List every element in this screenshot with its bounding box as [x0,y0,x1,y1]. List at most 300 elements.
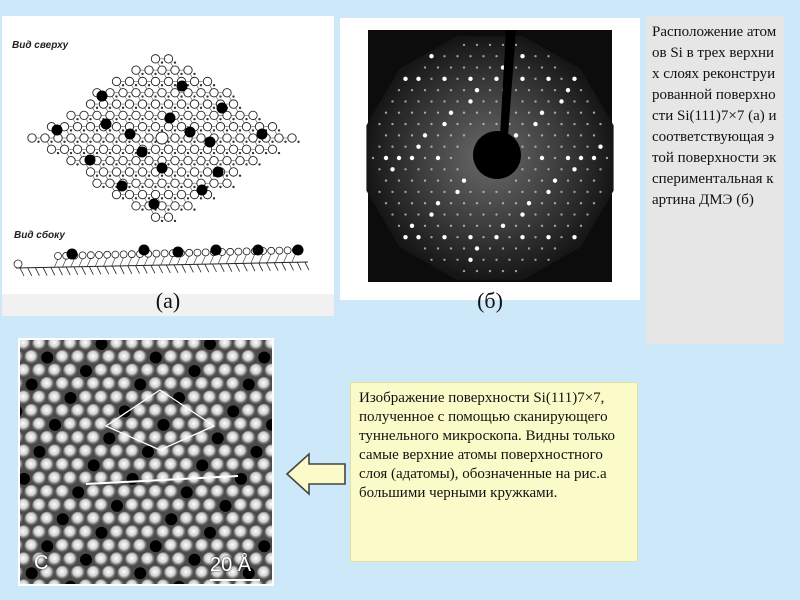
diffraction-spot [429,54,433,58]
stm-adatom [141,498,156,513]
side-bond [267,254,271,263]
bulk-bond [74,267,78,275]
subsurface-atom [141,141,143,143]
adatom [205,137,216,148]
surface-atom [145,179,153,187]
subsurface-atom [148,152,150,154]
stm-adatom [32,390,47,405]
diffraction-spot [489,112,491,114]
surface-atom [164,55,172,63]
subsurface-atom [174,61,176,63]
stm-adatom [210,485,225,500]
stm-adatom [141,363,156,378]
stm-adatom [125,498,140,513]
surface-atom [171,156,179,164]
left-arrow-icon [285,452,347,496]
stm-adatom [203,444,218,459]
diffraction-spot [580,89,582,91]
stm-adatom [218,390,233,405]
stm-adatom [55,431,70,446]
stm-adatom [125,552,140,567]
stm-adatom [164,377,179,392]
diffraction-spot [586,100,588,102]
diffraction-spot [528,112,530,114]
stm-adatom [48,552,63,567]
surface-atom [177,100,185,108]
corner-hole [57,513,69,525]
diffraction-spot [424,157,426,159]
surface-atom [255,145,263,153]
bulk-bond [151,265,155,273]
subsurface-atom [200,107,202,109]
stm-adatom [241,485,256,500]
subsurface-atom [128,163,130,165]
stm-adatom [86,485,101,500]
diffraction-spot [560,78,562,80]
diffraction-spot [378,145,380,147]
stm-adatom [141,525,156,540]
stm-adatom [40,431,55,446]
stm-adatom [210,377,225,392]
subsurface-atom [265,152,267,154]
stm-adatom [71,539,86,554]
diffraction-spot [515,202,517,204]
surface-atom [93,134,101,142]
diffraction-spot [554,247,556,249]
subsurface-atom [122,152,124,154]
stm-adatom [102,485,117,500]
surface-atom [138,77,146,85]
subsurface-atom [167,95,169,97]
bulk-bond [143,265,147,273]
stm-adatom [48,525,63,540]
stm-adatom [133,350,148,365]
diffraction-spot [443,259,445,261]
diffraction-spot [437,247,439,249]
stm-adatom [48,498,63,513]
stm-adatom [40,404,55,419]
surface-atom [249,111,257,119]
bulk-bond [28,268,32,276]
subsurface-atom [174,84,176,86]
subsurface-atom [258,118,260,120]
surface-atom [229,100,237,108]
diffraction-spot [534,100,536,102]
subsurface-atom [96,152,98,154]
stm-adatom [164,458,179,473]
surface-atom [236,111,244,119]
subsurface-atom [200,84,202,86]
side-atom [120,251,127,258]
diffraction-spot [515,89,517,91]
side-atom [87,252,94,259]
side-bond [161,256,165,265]
subsurface-atom [180,95,182,97]
diffraction-spot [430,78,432,80]
diffraction-spot [541,66,543,68]
surface-atom [138,122,146,130]
surface-atom [171,134,179,142]
stm-adatom [218,525,233,540]
leed-diffraction-pattern [340,18,640,286]
bulk-bond [274,263,278,271]
subsurface-atom [161,61,163,63]
diffraction-spot [553,178,557,182]
diffraction-spot [567,179,569,181]
diffraction-spot [443,55,445,57]
subsurface-atom [148,197,150,199]
subsurface-atom [148,107,150,109]
side-bond [202,255,206,264]
subsurface-atom [154,118,156,120]
surface-atom [112,100,120,108]
diffraction-spot [573,145,575,147]
subsurface-atom [232,163,234,165]
stm-adatom [32,363,47,378]
surface-atom [67,111,75,119]
diffraction-spot [429,212,433,216]
subsurface-atom [180,118,182,120]
subsurface-atom [102,141,104,143]
stm-adatom [249,471,264,486]
surface-atom [216,122,224,130]
diffraction-spot [468,99,472,103]
diffraction-spot [528,134,530,136]
diffraction-spot [572,77,576,81]
subsurface-atom [167,73,169,75]
stm-adatom [226,539,241,554]
diffraction-spot [502,202,504,204]
surface-atom [106,179,114,187]
surface-atom [80,111,88,119]
bulk-bond [182,265,186,273]
diffraction-spot [476,44,478,46]
corner-hole [41,540,53,552]
corner-hole [142,446,154,458]
diffraction-spot [463,112,465,114]
adatom [157,163,168,174]
surface-atom [184,202,192,210]
diffraction-spot [372,157,374,159]
diffraction-spot [424,247,426,249]
diffraction-spot [416,144,420,148]
diffraction-spot [463,134,465,136]
stm-adatom [79,390,94,405]
diffraction-spot [592,156,596,160]
diffraction-spot [521,259,523,261]
diffraction-spot [534,191,536,193]
bulk-bond [97,266,101,274]
side-atom [202,249,209,256]
stm-adatom [218,444,233,459]
subsurface-atom [213,129,215,131]
stm-adatom [172,417,187,432]
electron-gun [473,131,521,179]
subsurface-atom [37,141,39,143]
surface-atom [86,168,94,176]
stm-adatom [241,404,256,419]
diffraction-spot [520,77,524,81]
surface-atom [229,168,237,176]
diffraction-spot [442,77,446,81]
corner-hole [204,527,216,539]
subsurface-atom [76,118,78,120]
side-adatom [67,249,78,260]
diffraction-spot [443,145,445,147]
bulk-bond [43,268,47,276]
surface-atom [132,202,140,210]
diffraction-spot [514,133,518,137]
side-bond [152,257,156,266]
si-7x7-atomic-model [2,16,334,286]
stm-adatom [203,471,218,486]
diffraction-spot [547,213,549,215]
diffraction-spot [580,134,582,136]
stm-adatom [249,363,264,378]
stm-adatom [195,377,210,392]
side-atom [79,252,86,259]
stm-adatom [32,417,47,432]
side-bond [185,256,189,265]
side-bond [251,254,255,263]
corner-hole [41,351,53,363]
diffraction-spot [508,259,510,261]
surface-atom [203,122,211,130]
stm-adatom [48,390,63,405]
diffraction-spot [397,156,401,160]
side-bond [87,258,91,267]
stm-adatom [226,485,241,500]
stm-adatom [257,512,272,527]
subsurface-atom [213,107,215,109]
subsurface-atom [258,141,260,143]
stm-adatom [218,417,233,432]
side-atom [276,247,283,254]
caption-b: (б) [477,288,503,313]
stm-adatom [234,417,249,432]
diffraction-spot [502,44,504,46]
bulk-bond [66,267,70,275]
subsurface-atom [193,163,195,165]
diffraction-spot [489,89,491,91]
diffraction-spot [424,112,426,114]
diffraction-spot [437,225,439,227]
surface-atom [125,145,133,153]
stm-adatom [32,498,47,513]
subsurface-atom [200,129,202,131]
stm-adatom [156,552,171,567]
surface-atom [151,145,159,153]
diffraction-spot [456,145,458,147]
diffraction-spot [540,111,544,115]
surface-atom [229,122,237,130]
stm-adatom [117,377,132,392]
subsurface-atom [245,141,247,143]
subsurface-atom [128,141,130,143]
surface-atom [210,111,218,119]
diffraction-spot [455,190,459,194]
stm-adatom [148,485,163,500]
stm-adatom [24,350,39,365]
stm-adatom [86,350,101,365]
subsurface-atom [187,152,189,154]
diffraction-spot [384,156,388,160]
corner-hole [72,486,84,498]
diffraction-spot [437,112,439,114]
subsurface-atom [135,129,137,131]
stm-adatom [125,444,140,459]
subsurface-atom [148,175,150,177]
diffraction-spot [456,123,458,125]
subsurface-atom [115,95,117,97]
surface-atom [132,156,140,164]
surface-atom [106,111,114,119]
diffraction-spot [450,179,452,181]
diffraction-spot [468,258,472,262]
stm-description: Изображение поверхности Si(111)7×7, полученное с помощью сканирующего туннельного микроскопа. Видны только самые верхние атомы поверхностного слоя (адатомы), обозначенные на рис.а большими черными кружками. [350,382,638,562]
diffraction-spot [463,89,465,91]
stm-adatom [55,458,70,473]
stm-adatom [172,552,187,567]
side-bond [243,254,247,263]
side-view-label: Вид сбоку [14,230,65,241]
stm-adatom [241,350,256,365]
diffraction-spot [534,78,536,80]
surface-atom [145,111,153,119]
bulk-bond [59,267,63,275]
diffraction-spot [495,55,497,57]
stm-adatom [257,431,272,446]
surface-atom [236,156,244,164]
corner-hole [150,351,162,363]
diffraction-spot [450,202,452,204]
corner-hole [189,365,201,377]
subsurface-atom [239,129,241,131]
stm-adatom [172,525,187,540]
surface-atom [197,134,205,142]
diffraction-spot [443,191,445,193]
stm-adatom [179,458,194,473]
corner-hole [80,365,92,377]
stm-adatom [117,512,132,527]
diffraction-spot [385,134,387,136]
stm-adatom [226,431,241,446]
subsurface-atom [161,84,163,86]
diffraction-spot [586,145,588,147]
adatom [117,181,128,192]
adatom [217,103,228,114]
stm-adatom [148,431,163,446]
corner-hole [235,473,247,485]
diffraction-spot [430,168,432,170]
surface-atom [203,168,211,176]
diffraction-spot [495,191,497,193]
corner-hole [212,432,224,444]
diffraction-spot [456,55,458,57]
subsurface-atom [180,163,182,165]
subsurface-atom [206,118,208,120]
diffraction-spot [580,225,582,227]
surface-atom [171,66,179,74]
diffraction-spot [450,134,452,136]
stm-adatom [55,539,70,554]
diffraction-spot [437,89,439,91]
surface-atom [125,100,133,108]
subsurface-atom [161,220,163,222]
stm-adatom [148,377,163,392]
stm-adatom [148,404,163,419]
diffraction-spot [385,112,387,114]
diffraction-spot [430,236,432,238]
stm-image-frame [18,338,274,586]
diffraction-spot [475,246,479,250]
side-bond [62,259,66,268]
subsurface-atom [297,141,299,143]
stm-adatom [79,417,94,432]
stm-panel-letter: C [34,552,49,574]
diffraction-spot [469,191,471,193]
diffraction-spot [469,55,471,57]
subsurface-atom [154,73,156,75]
subsurface-atom [141,208,143,210]
stm-adatom [94,498,109,513]
stm-adatom [86,377,101,392]
subsurface-atom [70,152,72,154]
surface-atom [158,66,166,74]
subsurface-atom [161,129,163,131]
diffraction-spot [417,168,419,170]
diffraction-spot [554,89,556,91]
subsurface-atom [109,152,111,154]
diffraction-spot [546,235,550,239]
subsurface-atom [167,186,169,188]
diffraction-spot [534,145,536,147]
bulk-bond [112,266,116,274]
stm-adatom [234,498,249,513]
subsurface-atom [141,186,143,188]
diffraction-spot [482,259,484,261]
diffraction-spot [449,111,453,115]
surface-atom [223,156,231,164]
diffraction-spot [495,213,497,215]
diffraction-spot [404,168,406,170]
diffraction-spot [586,191,588,193]
stm-adatom [234,444,249,459]
diffraction-spot [430,145,432,147]
subsurface-atom [122,107,124,109]
subsurface-atom [219,141,221,143]
stm-adatom [71,431,86,446]
stm-adatom [141,417,156,432]
stm-adatom [125,525,140,540]
diffraction-spot [528,66,530,68]
corner-hole [258,351,270,363]
surface-atom [112,77,120,85]
diffraction-spot [482,213,484,215]
diffraction-spot [416,235,420,239]
stm-adatom [86,431,101,446]
subsurface-atom [96,107,98,109]
subsurface-atom [180,186,182,188]
corner-hole [156,132,168,144]
diffraction-spot [482,123,484,125]
stm-adatom [241,539,256,554]
side-bond [79,258,83,267]
side-atom [153,250,160,257]
diffraction-spot [476,112,478,114]
surface-atom [268,145,276,153]
corner-hole [49,419,61,431]
